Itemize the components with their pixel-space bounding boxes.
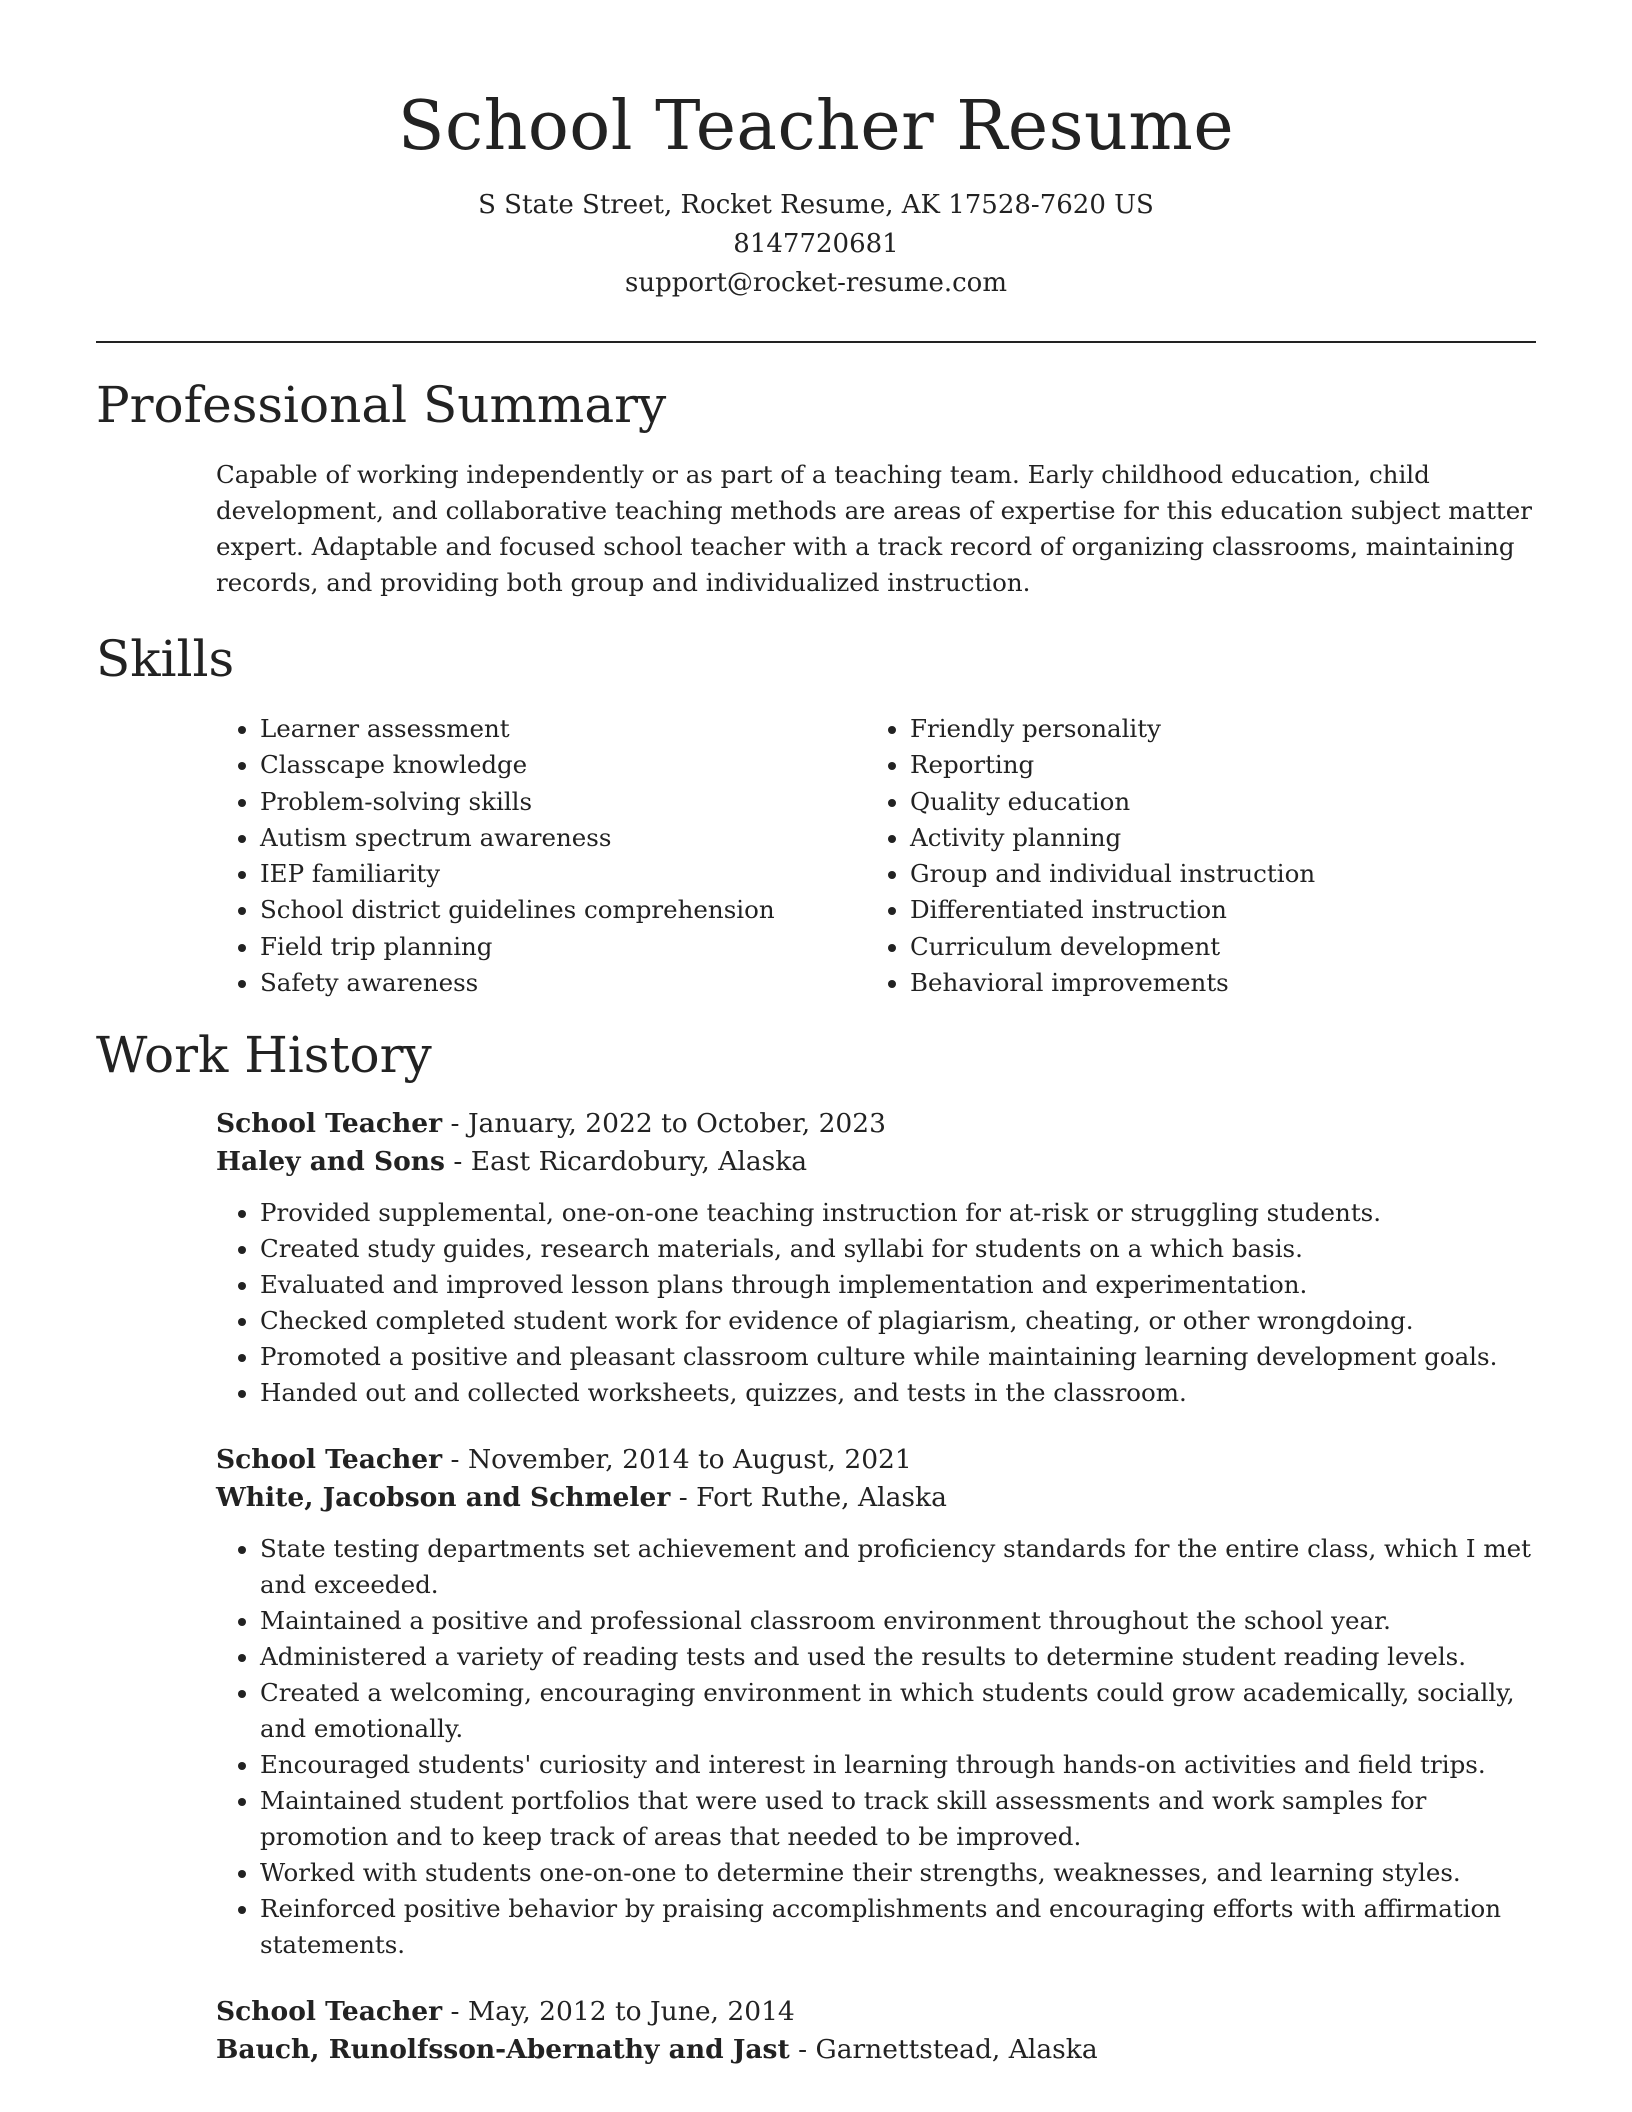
job-title: School Teacher [216,1996,443,2028]
job-bullet: • Worked with students one-on-one to determine their strengths, weaknesses, and learning styles. [260,1855,1536,1891]
job-bullets [216,1531,1536,1963]
work-history-heading: Work History [96,1026,432,1085]
job-company: Haley and Sons [216,1146,445,1178]
skill-item: • Classcape knowledge [260,747,866,783]
job-location: East Ricardobury, Alaska [470,1146,808,1178]
skills-heading: Skills [96,630,235,688]
job-bullet: • Provided supplemental, one-on-one teaching instruction for at-risk or struggling students. [260,1195,1536,1231]
skill-item: • Friendly personality [910,711,1315,747]
skill-item: • IEP familiarity [260,856,866,892]
job-entry [216,1441,1536,1963]
skills-section [96,627,1536,1001]
job-bullet: • Checked completed student work for evidence of plagiarism, cheating, or other wrongdoing. [260,1303,1536,1339]
skill-item: • Learner assessment [260,711,866,747]
job-bullets [216,1195,1536,1411]
job-company: White, Jacobson and Schmeler [216,1482,671,1514]
job-bullet: • Created study guides, research materials, and syllabi for students on a which basis. [260,1231,1536,1267]
job-bullet: • Maintained a positive and professional classroom environment throughout the school year. [260,1603,1536,1639]
header-divider [96,341,1536,343]
skill-item: • Problem-solving skills [260,784,866,820]
job-dates: January, 2022 to October, 2023 [467,1108,887,1140]
phone: 8147720681 [733,229,899,259]
skill-item: • Differentiated instruction [910,892,1315,928]
job-header: School Teacher - May, 2012 to June, 2014 Bauch, Runolfsson-Abernathy and Jast - Garnettstead, Alaska [216,1996,1098,2066]
job-bullet: • Evaluated and improved lesson plans through implementation and experimentation. [260,1267,1536,1303]
job-bullet: • Administered a variety of reading tests and used the results to determine student reading levels. [260,1639,1536,1675]
resume-header [96,0,1536,303]
skill-item: • Field trip planning [260,929,866,965]
summary-section [96,373,1536,601]
job-bullet: • Encouraged students' curiosity and interest in learning through hands-on activities and field trips. [260,1747,1536,1783]
job-bullet: • Reinforced positive behavior by praising accomplishments and encouraging efforts with affirmation statements. [260,1891,1536,1963]
job-bullet: • Created a welcoming, encouraging environment in which students could grow academically, socially, and emotionally. [260,1675,1536,1747]
skill-item: • Activity planning [910,820,1315,856]
skill-item: • Group and individual instruction [910,856,1315,892]
skill-item: • Safety awareness [260,965,866,1001]
skill-item: • Autism spectrum awareness [260,820,866,856]
skills-list-right [866,711,1315,1001]
skill-item: • Quality education [910,784,1315,820]
skills-list-left [216,711,866,1001]
resume-page [96,0,1536,2069]
job-bullet: • Handed out and collected worksheets, quizzes, and tests in the classroom. [260,1375,1536,1411]
skill-item: • Reporting [910,747,1315,783]
job-title: School Teacher [216,1108,443,1140]
job-title: School Teacher [216,1444,443,1476]
job-entry [216,1105,1536,1411]
job-header: School Teacher - November, 2014 to August, 2021 White, Jacobson and Schmeler - Fort Ruthe, Alaska [216,1444,947,1514]
skills-columns [216,711,1536,1001]
job-header: School Teacher - January, 2022 to October, 2023 Haley and Sons - East Ricardobury, Alaska [216,1108,887,1178]
job-location: Garnettstead, Alaska [815,2034,1098,2066]
skill-item: • School district guidelines comprehension [260,892,866,928]
work-history-section [96,1023,1536,2069]
job-bullet: • Maintained student portfolios that were used to track skill assessments and work samples for promotion and to keep track of areas that needed to be improved. [260,1783,1536,1855]
skill-item: • Behavioral improvements [910,965,1315,1001]
summary-heading: Professional Summary [96,376,667,434]
summary-text: Capable of working independently or as part of a teaching team. Early childhood education, child development, and collaborative teaching methods are areas of expertise for this education subject matter expert. Adaptable and focused school teacher with a track record of organizing classrooms, maintaining records, and providing both group and individualized instruction. [216,460,1532,597]
job-dates: May, 2012 to June, 2014 [467,1996,795,2028]
job-location: Fort Ruthe, Alaska [696,1482,947,1514]
job-company: Bauch, Runolfsson-Abernathy and Jast [216,2034,790,2066]
job-bullet: • State testing departments set achievement and proficiency standards for the entire class, which I met and exceeded. [260,1531,1536,1603]
job-entry [216,1993,1536,2069]
address: S State Street, Rocket Resume, AK 17528-7620 US [478,190,1154,220]
job-bullet: • Promoted a positive and pleasant classroom culture while maintaining learning development goals. [260,1339,1536,1375]
skill-item: • Curriculum development [910,929,1315,965]
resume-title: School Teacher Resume [397,87,1235,166]
job-dates: November, 2014 to August, 2021 [467,1444,912,1476]
contact-block [96,186,1536,303]
email: support@rocket-resume.com [624,268,1007,298]
